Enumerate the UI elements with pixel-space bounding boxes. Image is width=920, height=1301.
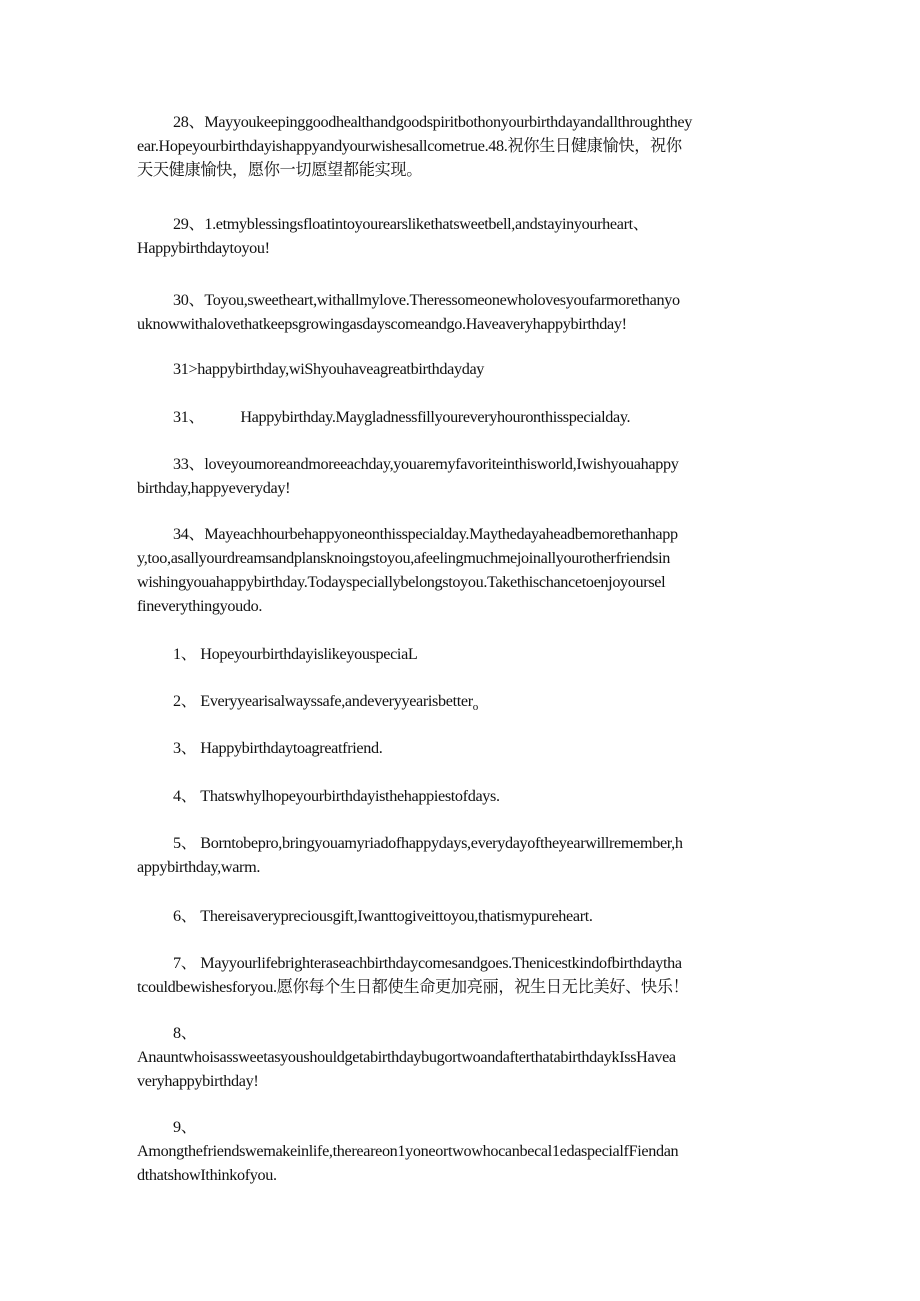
paragraph-line: fineverythingyoudo. [137,597,263,615]
wish-item-4 [137,784,793,808]
paragraph-line: Amongthefriendswemakeinlife,thereareon1yoneortwowhocanbecal1edaspecialfFiendan [137,1142,679,1160]
paragraph-line: appybirthday,warm. [137,858,261,876]
paragraph-line: y,too,asallyourdreamsandplansknoingstoyou,afeelingmuchmejoinallyourotherfriendsin [137,549,670,567]
paragraph-line: 34、Mayeachhourbehappyoneonthisspecialday.Maythedayaheadbemorethanhapp [173,525,678,543]
paragraph-line [137,689,793,713]
trailing-mark: o [472,701,478,713]
wish-paragraph-29 [137,212,793,260]
wish-paragraph-30 [137,288,793,336]
wish-paragraph-28 [137,110,793,182]
paragraph-line: 7、 Mayyourlifebrighteraseachbirthdaycomesandgoes.Thenicestkindofbirthdaytha [173,954,682,972]
paragraph-line: 28、Mayyoukeepinggoodhealthandgoodspiritbothonyourbirthdayandallthroughthey [173,113,692,131]
paragraph-line: tcouldbewishesforyou.愿你每个生日都使生命更加亮丽，祝生日无比美好、快乐！ [137,978,689,996]
paragraph-line: AnauntwhoisassweetasyoushouldgetabirthdaybugortwoandafterthatabirthdaykIssHavea [137,1048,676,1066]
paragraph-line: 3、 Happybirthdaytoagreatfriend. [173,739,383,757]
item-text: 2、 Everyyearisalwayssafe,andeveryyearisbetter [173,692,473,710]
wish-item-2 [137,689,793,713]
wish-item-3 [137,736,793,760]
wish-item-9 [137,1115,793,1187]
wish-paragraph-31a [137,357,793,381]
paragraph-line: 1、 HopeyourbirthdayislikeyouspeciaL [173,645,418,663]
item-text: Happybirthday.Maygladnessfillyoureveryhouronthisspecialday. [240,408,631,426]
wish-paragraph-34 [137,522,793,618]
wish-item-8 [137,1021,793,1093]
item-number: 31、 [173,408,205,426]
paragraph-line: 4、 Thatswhylhopeyourbirthdayisthehappiestofdays. [173,787,500,805]
paragraph-line: 5、 Borntobepro,bringyouamyriadofhappydays,everydayoftheyearwillremember,h [173,834,683,852]
wish-item-5 [137,831,793,879]
paragraph-line: 31>happybirthday,wiShyouhaveagreatbirthdayday [173,360,485,378]
paragraph-line: uknowwithalovethatkeepsgrowingasdayscomeandgo.Haveaveryhappybirthday! [137,315,627,333]
paragraph-line [137,405,793,429]
paragraph-line: ear.Hopeyourbirthdayishappyandyourwishesallcometrue.48.祝你生日健康愉快，祝你 [137,137,682,155]
paragraph-line: 33、loveyoumoreandmoreeachday,youaremyfavoriteinthisworld,Iwishyouahappy [173,455,679,473]
paragraph-line: 30、Toyou,sweetheart,withallmylove.Theressomeonewholovesyoufarmorethanyo [173,291,680,309]
paragraph-line: dthatshowIthinkofyou. [137,1166,277,1184]
paragraph-line: 6、 Thereisaverypreciousgift,Iwanttogiveittoyou,thatismypureheart. [173,907,593,925]
wish-paragraph-31b [137,405,793,429]
paragraph-line: 8、 [173,1024,197,1042]
paragraph-line: veryhappybirthday! [137,1072,259,1090]
paragraph-line: 9、 [173,1118,197,1136]
paragraph-line: 天天健康愉快，愿你一切愿望都能实现。 [137,161,423,179]
paragraph-line: birthday,happyeveryday! [137,479,291,497]
wish-item-7 [137,951,793,999]
paragraph-line: 29、1.etmyblessingsfloatintoyourearslikethatsweetbell,andstayinyourheart、 [173,215,649,233]
wish-paragraph-33 [137,452,793,500]
wish-item-1 [137,642,793,666]
wish-item-6 [137,904,793,928]
paragraph-line: wishingyouahappybirthday.Todayspeciallybelongstoyou.Takethischancetoenjoyoursel [137,573,666,591]
paragraph-line: Happybirthdaytoyou! [137,239,270,257]
